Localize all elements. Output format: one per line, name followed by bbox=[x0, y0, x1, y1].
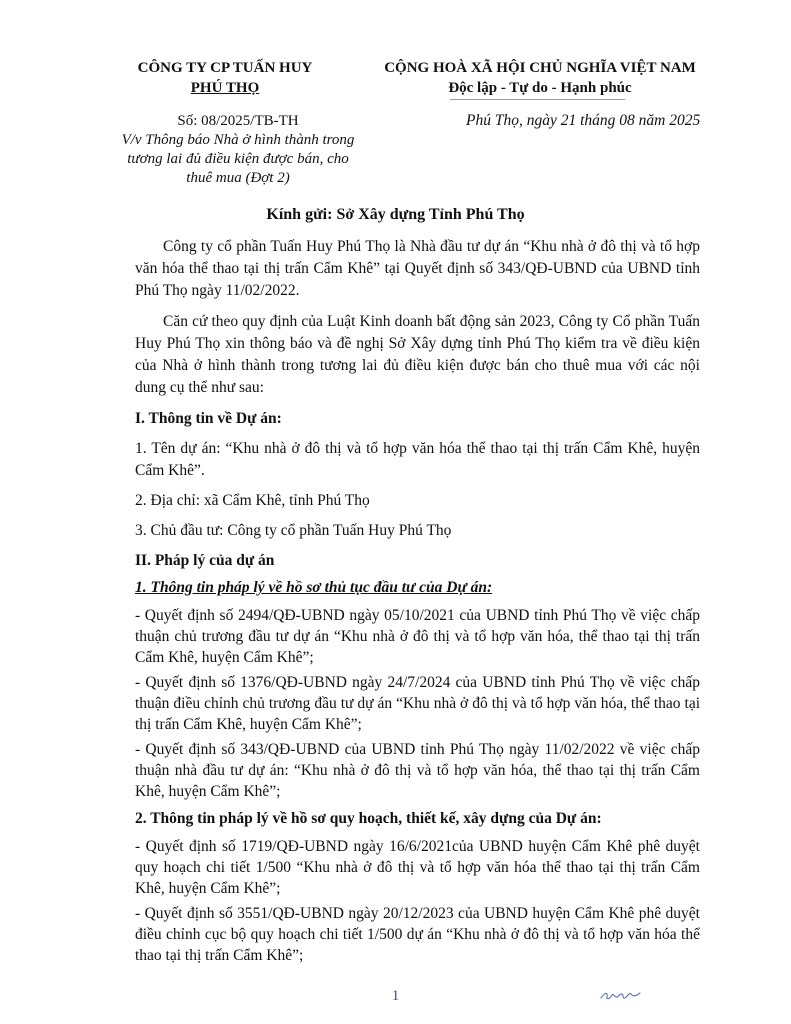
section-title-legal: II. Pháp lý của dự án bbox=[135, 552, 275, 569]
motto-underline bbox=[450, 99, 625, 100]
national-motto: Độc lập - Tự do - Hạnh phúc bbox=[448, 80, 632, 96]
initials-signature bbox=[598, 984, 644, 1006]
planning-decision-item: - Quyết định số 3551/QĐ-UBND ngày 20/12/2023 của UBND huyện Cẩm Khê phê duyệt điều chỉnh cục bộ quy hoạch chi tiết 1/500 dự án “Khu nhà ở đô thị và tổ hợp văn hóa thể thao tại thị trấn Cẩm Khê”; bbox=[135, 905, 700, 964]
document-number: Số: 08/2025/TB-TH bbox=[177, 113, 299, 129]
subject-line-1: V/v Thông báo Nhà ở hình thành trong bbox=[121, 132, 355, 148]
recipient-greeting: Kính gửi: Sở Xây dựng Tỉnh Phú Thọ bbox=[266, 206, 525, 223]
intro-paragraph: Công ty cổ phần Tuấn Huy Phú Thọ là Nhà đầu tư dự án “Khu nhà ở đô thị và tổ hợp văn hóa thể thao tại thị trấn Cẩm Khê” tại Quyết định số 343/QĐ-UBND của UBND tỉnh Phú Thọ ngày 11/02/2022. bbox=[135, 238, 700, 299]
planning-decision-item: - Quyết định số 1719/QĐ-UBND ngày 16/6/2021của UBND huyện Cẩm Khê phê duyệt quy hoạch chi tiết 1/500 “Khu nhà ở đô thị và tổ hợp văn hóa thể thao tại thị trấn Cẩm Khê, huyện Cẩm Khê”; bbox=[135, 838, 700, 897]
document-subject bbox=[113, 131, 363, 188]
company-name-line2: PHÚ THỌ bbox=[190, 80, 260, 96]
project-address-item: 2. Địa chỉ: xã Cẩm Khê, tỉnh Phú Thọ bbox=[135, 492, 370, 509]
national-header-block bbox=[360, 58, 720, 98]
company-name-block bbox=[120, 58, 330, 98]
subsection-title-planning-legal: 2. Thông tin pháp lý về hồ sơ quy hoạch, thiết kế, xây dựng của Dự án: bbox=[135, 810, 602, 827]
section-title-project-info: I. Thông tin về Dự án: bbox=[135, 410, 282, 427]
project-investor-item: 3. Chủ đầu tư: Công ty cổ phần Tuấn Huy Phú Thọ bbox=[135, 522, 452, 539]
subject-line-3: thuê mua (Đợt 2) bbox=[186, 170, 290, 186]
project-name-item: 1. Tên dự án: “Khu nhà ở đô thị và tổ hợp văn hóa thể thao tại thị trấn Cẩm Khê, huyện Cẩm Khê”. bbox=[135, 440, 700, 479]
document-date: Phú Thọ, ngày 21 tháng 08 năm 2025 bbox=[466, 112, 701, 129]
document-body bbox=[135, 236, 700, 966]
company-name-line1: CÔNG TY CP TUẤN HUY bbox=[137, 60, 313, 76]
subject-line-2: tương lai đủ điều kiện được bán, cho bbox=[127, 151, 349, 167]
legal-decision-item: - Quyết định số 1376/QĐ-UBND ngày 24/7/2024 của UBND tỉnh Phú Thọ về việc chấp thuận điều chỉnh chủ trương đầu tư dự án “Khu nhà ở đô thị và tổ hợp văn hóa, thể thao tại thị trấn Cẩm Khê, huyện Cẩm Khê”; bbox=[135, 674, 700, 733]
national-title: CỘNG HOÀ XÃ HỘI CHỦ NGHĨA VIỆT NAM bbox=[384, 60, 696, 76]
subsection-title-investment-legal: 1. Thông tin pháp lý về hồ sơ thủ tục đầu tư của Dự án: bbox=[135, 579, 493, 596]
legal-decision-item: - Quyết định số 343/QĐ-UBND của UBND tỉnh Phú Thọ ngày 11/02/2022 về việc chấp thuận nhà đầu tư dự án: “Khu nhà ở đô thị và tổ hợp văn hóa, thể thao tại thị trấn Cẩm Khê, huyện Cẩm Khê”; bbox=[135, 741, 700, 800]
page-number: 1 bbox=[391, 988, 400, 1004]
legal-decision-item: - Quyết định số 2494/QĐ-UBND ngày 05/10/2021 của UBND tỉnh Phú Thọ về việc chấp thuận chủ trương đầu tư dự án “Khu nhà ở đô thị và tổ hợp văn hóa, thể thao tại thị trấn Cẩm Khê, huyện Cẩm Khê”; bbox=[135, 607, 700, 666]
basis-paragraph: Căn cứ theo quy định của Luật Kinh doanh bất động sản 2023, Công ty Cổ phần Tuấn Huy Phú Thọ xin thông báo và đề nghị Sở Xây dựng tỉnh Phú Thọ kiểm tra về điều kiện của Nhà ở hình thành trong tương lai đủ điều kiện được bán cho thuê mua với các nội dung cụ thể như sau: bbox=[135, 313, 700, 396]
